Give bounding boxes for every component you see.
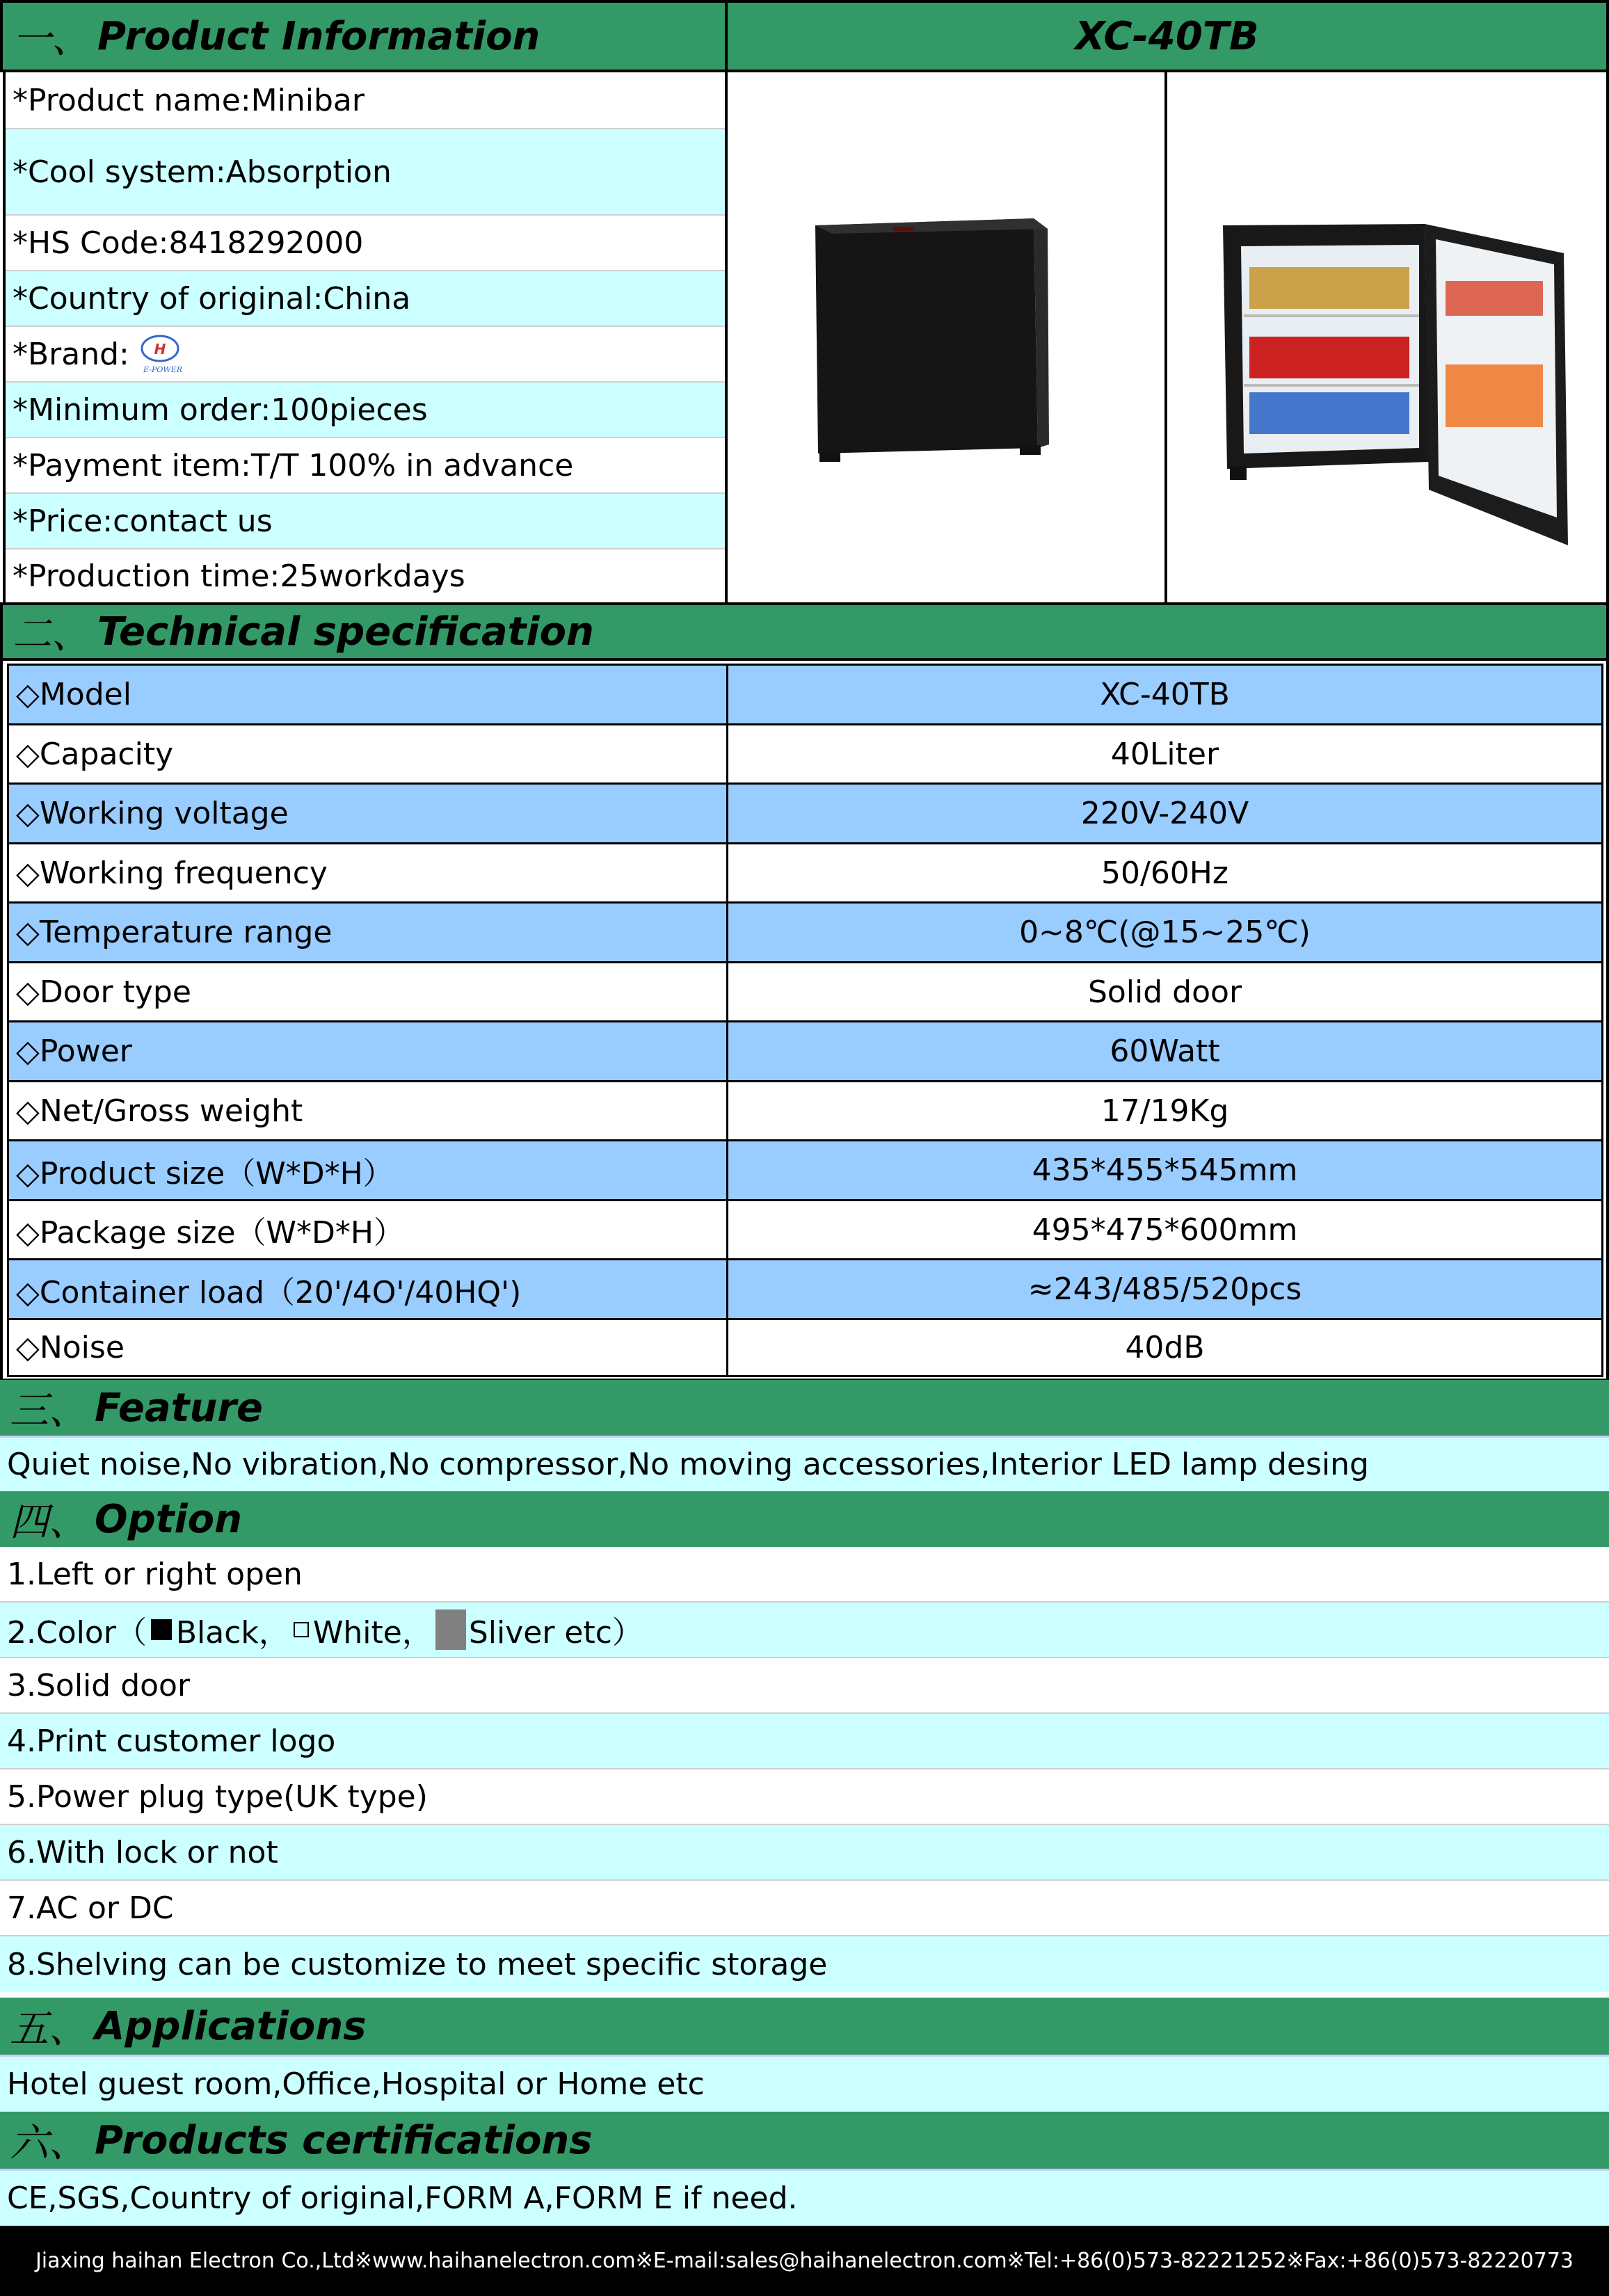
- spec-label-text: ◇Package size（W*D*H）: [16, 1215, 404, 1251]
- technical-specification-header: [0, 602, 1609, 661]
- spec-label: [9, 725, 728, 782]
- info-text: *Product name:Minibar: [13, 82, 365, 118]
- spec-label-text: ◇Working frequency: [16, 855, 328, 891]
- spec-row: [9, 1141, 1601, 1201]
- spec-label: [9, 1082, 728, 1139]
- applications-text: Hotel guest room,Office,Hospital or Home etc: [7, 2066, 705, 2102]
- spec-row: [9, 1260, 1601, 1320]
- model-title: XC-40TB: [1075, 13, 1259, 59]
- spec-label: [9, 1201, 728, 1258]
- info-text: *Payment item:T/T 100% in advance: [13, 447, 574, 483]
- spec-value: [728, 1022, 1601, 1080]
- spec-row: [9, 963, 1601, 1022]
- info-row: [6, 216, 729, 271]
- spec-label: [9, 1320, 728, 1375]
- section-title: Product Information: [97, 13, 541, 59]
- spec-label: [9, 785, 728, 842]
- applications-text-row: [0, 2055, 1609, 2112]
- brand-logo-icon: [135, 333, 191, 375]
- spec-row: [9, 1201, 1601, 1260]
- product-info-list: [3, 72, 726, 602]
- info-text: *Brand:: [13, 336, 129, 372]
- spec-value: [728, 963, 1601, 1020]
- option-item: [0, 1769, 1609, 1825]
- svg-text:H: H: [154, 341, 166, 358]
- section-number: 五、: [10, 2007, 88, 2052]
- feature-text-row: [0, 1436, 1609, 1491]
- section-title: Technical specification: [97, 609, 594, 655]
- section-title: Feature: [95, 1385, 263, 1431]
- black-swatch-icon: [151, 1619, 172, 1640]
- section-title: Products certifications: [95, 2117, 593, 2163]
- spec-label-text: ◇Temperature range: [16, 915, 333, 950]
- option-header: [0, 1491, 1609, 1547]
- option-text: 1.Left or right open: [7, 1556, 303, 1592]
- option-text: 2.Color（: [7, 1615, 147, 1651]
- svg-text:E-POWER: E-POWER: [143, 365, 182, 374]
- footer-text: Jiaxing haihan Electron Co.,Ltd※www.haihanelectron.com※E-mail:sales@haihanelectron.com※Tel:+86(0)573-82221252※Fax:+86(0)573-82220773: [35, 2249, 1574, 2273]
- spec-label: [9, 963, 728, 1020]
- spec-value: [728, 666, 1601, 723]
- section-number: 一、: [13, 17, 90, 62]
- spec-value-text: 60Watt: [1110, 1034, 1220, 1069]
- spec-value: [728, 844, 1601, 901]
- option-item: [0, 1936, 1609, 1992]
- spec-row: [9, 1320, 1601, 1375]
- option-text: 5.Power plug type(UK type): [7, 1779, 428, 1815]
- spec-label-text: ◇Container load（20'/4O'/40HQ'): [16, 1274, 522, 1310]
- spec-label-text: ◇Power: [16, 1034, 132, 1069]
- spec-label-text: ◇Capacity: [16, 736, 174, 772]
- info-text: *Price:contact us: [13, 503, 273, 539]
- info-row: [6, 549, 729, 602]
- option-item: [0, 1714, 1609, 1769]
- spec-value-text: 495*475*600mm: [1032, 1212, 1298, 1248]
- spec-label: [9, 1260, 728, 1318]
- grey-swatch-icon: [435, 1609, 466, 1650]
- info-text: *Cool system:Absorption: [13, 154, 392, 190]
- spec-value-text: 435*455*545mm: [1032, 1153, 1298, 1188]
- option-text: 3.Solid door: [7, 1667, 191, 1703]
- spec-row: [9, 844, 1601, 904]
- section-number: 四、: [10, 1500, 88, 1545]
- product-information-header: [0, 0, 728, 72]
- white-swatch-icon: [294, 1622, 309, 1637]
- option-color-sliver: Sliver etc）: [468, 1615, 643, 1651]
- info-row: [6, 327, 729, 383]
- spec-table-inner: [7, 664, 1603, 1377]
- spec-value-text: 220V-240V: [1080, 796, 1249, 831]
- info-row: [6, 129, 729, 216]
- spec-row: [9, 725, 1601, 785]
- info-text: *Minimum order:100pieces: [13, 392, 428, 428]
- spec-value-text: 50/60Hz: [1101, 855, 1228, 891]
- section-number: 六、: [10, 2121, 88, 2166]
- model-header: [725, 0, 1609, 72]
- spec-label: [9, 904, 728, 961]
- applications-header: [0, 1998, 1609, 2055]
- spec-value-text: XC-40TB: [1100, 677, 1230, 712]
- info-text: *Country of original:China: [13, 280, 411, 316]
- spec-value-text: 0~8℃(@15~25℃): [1019, 915, 1311, 950]
- spec-label: [9, 844, 728, 901]
- section-title: Option: [95, 1496, 242, 1542]
- spec-value: [728, 785, 1601, 842]
- spec-label: [9, 666, 728, 723]
- info-row: [6, 494, 729, 549]
- option-item: [0, 1881, 1609, 1936]
- option-text: 6.With lock or not: [7, 1834, 278, 1870]
- option-text: 7.AC or DC: [7, 1890, 174, 1926]
- info-text: *Production time:25workdays: [13, 558, 465, 594]
- spec-row: [9, 1082, 1601, 1141]
- feature-header: [0, 1380, 1609, 1436]
- feature-text: Quiet noise,No vibration,No compressor,No moving accessories,Interior LED lamp desing: [7, 1447, 1369, 1482]
- spec-value: [728, 725, 1601, 782]
- spec-label-text: ◇Product size（W*D*H）: [16, 1155, 394, 1191]
- spec-label-text: ◇Door type: [16, 974, 191, 1010]
- spec-label-text: ◇Working voltage: [16, 796, 289, 831]
- spec-value-text: Solid door: [1087, 974, 1242, 1010]
- spec-row: [9, 904, 1601, 963]
- option-color-black: Black，: [175, 1615, 289, 1651]
- minibar-open-image: [1167, 72, 1608, 602]
- product-image-open-cell: [1164, 70, 1609, 605]
- section-number: 二、: [13, 612, 90, 657]
- spec-value: [728, 1082, 1601, 1139]
- spec-label: [9, 1141, 728, 1199]
- option-item: [0, 1825, 1609, 1881]
- spec-value: [728, 1201, 1601, 1258]
- option-list: [0, 1547, 1609, 1998]
- spec-table: [0, 658, 1609, 1381]
- info-row: [6, 72, 729, 129]
- spec-value: [728, 904, 1601, 961]
- spec-value-text: ≈243/485/520pcs: [1027, 1271, 1302, 1307]
- product-image-closed-cell: [725, 70, 1167, 605]
- spec-value: [728, 1260, 1601, 1318]
- spec-row: [9, 666, 1601, 725]
- option-color-white: White，: [312, 1615, 433, 1651]
- spec-value-text: 17/19Kg: [1100, 1093, 1229, 1129]
- footer-contact-bar: [0, 2226, 1609, 2296]
- spec-value: [728, 1320, 1601, 1375]
- info-row: [6, 438, 729, 494]
- option-item: [0, 1547, 1609, 1603]
- spec-value: [728, 1141, 1601, 1199]
- option-item: [0, 1658, 1609, 1714]
- spec-label-text: ◇Noise: [16, 1330, 125, 1365]
- info-text: *HS Code:8418292000: [13, 225, 364, 261]
- spec-value-text: 40dB: [1125, 1330, 1205, 1365]
- section-number: 三、: [10, 1388, 88, 1434]
- spec-row: [9, 1022, 1601, 1082]
- option-item-color: [0, 1603, 1609, 1658]
- option-text: 8.Shelving can be customize to meet specific storage: [7, 1946, 828, 1982]
- spec-label-text: ◇Net/Gross weight: [16, 1093, 303, 1129]
- certifications-header: [0, 2112, 1609, 2169]
- info-row: [6, 383, 729, 438]
- option-text: 4.Print customer logo: [7, 1723, 336, 1759]
- spec-row: [9, 785, 1601, 844]
- certifications-text-row: [0, 2169, 1609, 2226]
- spec-label: [9, 1022, 728, 1080]
- spec-label-text: ◇Model: [16, 677, 131, 712]
- info-row: [6, 271, 729, 327]
- minibar-closed-image: [728, 72, 1166, 602]
- spec-value-text: 40Liter: [1110, 736, 1219, 772]
- certifications-text: CE,SGS,Country of original,FORM A,FORM E if need.: [7, 2181, 798, 2216]
- section-title: Applications: [95, 2003, 367, 2049]
